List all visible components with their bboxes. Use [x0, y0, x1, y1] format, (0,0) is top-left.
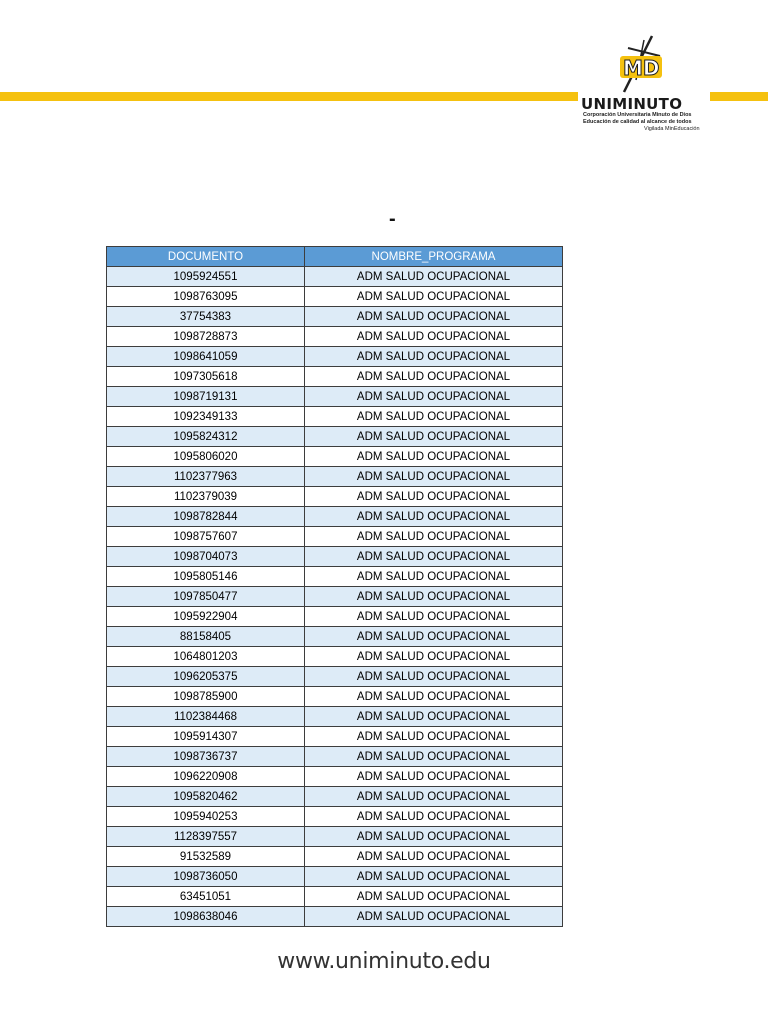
table-row: [107, 527, 563, 547]
cell-nombre-programa: ADM SALUD OCUPACIONAL: [305, 447, 563, 467]
cell-documento: 1098641059: [107, 347, 305, 367]
cell-documento: 1098782844: [107, 507, 305, 527]
cell-documento: 1096205375: [107, 667, 305, 687]
footer-url[interactable]: www.uniminuto.edu: [277, 949, 491, 974]
table-row: [107, 787, 563, 807]
cell-documento: 1097305618: [107, 367, 305, 387]
cell-documento: 1098763095: [107, 287, 305, 307]
cell-documento: 1064801203: [107, 647, 305, 667]
table-row: [107, 507, 563, 527]
cell-nombre-programa: ADM SALUD OCUPACIONAL: [305, 887, 563, 907]
cell-documento: 1095914307: [107, 727, 305, 747]
table-row: [107, 287, 563, 307]
table-row: [107, 707, 563, 727]
table-row: [107, 867, 563, 887]
cell-nombre-programa: ADM SALUD OCUPACIONAL: [305, 467, 563, 487]
cell-nombre-programa: ADM SALUD OCUPACIONAL: [305, 527, 563, 547]
logo-name: UNIMINUTO: [581, 95, 683, 113]
table-row: [107, 607, 563, 627]
table-row: [107, 547, 563, 567]
cell-nombre-programa: ADM SALUD OCUPACIONAL: [305, 747, 563, 767]
table-row: [107, 847, 563, 867]
cell-documento: 1095940253: [107, 807, 305, 827]
cell-nombre-programa: ADM SALUD OCUPACIONAL: [305, 487, 563, 507]
cell-documento: 1098785900: [107, 687, 305, 707]
table-row: [107, 407, 563, 427]
cell-documento: 1095805146: [107, 567, 305, 587]
cell-documento: 1102379039: [107, 487, 305, 507]
cell-documento: 37754383: [107, 307, 305, 327]
cell-nombre-programa: ADM SALUD OCUPACIONAL: [305, 407, 563, 427]
column-header-documento: DOCUMENTO: [107, 247, 305, 267]
table-row: [107, 327, 563, 347]
logo-tagline-3: Vigilada MinEducación: [644, 126, 700, 132]
cell-documento: 1098704073: [107, 547, 305, 567]
cell-nombre-programa: ADM SALUD OCUPACIONAL: [305, 687, 563, 707]
table-body: [107, 267, 563, 927]
cell-documento: 1096220908: [107, 767, 305, 787]
cell-documento: 1095922904: [107, 607, 305, 627]
table-row: [107, 807, 563, 827]
cell-documento: 1102377963: [107, 467, 305, 487]
cell-nombre-programa: ADM SALUD OCUPACIONAL: [305, 327, 563, 347]
cell-nombre-programa: ADM SALUD OCUPACIONAL: [305, 547, 563, 567]
table-row: [107, 687, 563, 707]
table-row: [107, 887, 563, 907]
cell-nombre-programa: ADM SALUD OCUPACIONAL: [305, 267, 563, 287]
table-row: [107, 387, 563, 407]
cell-documento: 1092349133: [107, 407, 305, 427]
cell-nombre-programa: ADM SALUD OCUPACIONAL: [305, 287, 563, 307]
cell-nombre-programa: ADM SALUD OCUPACIONAL: [305, 667, 563, 687]
column-header-nombre-programa: NOMBRE_PROGRAMA: [305, 247, 563, 267]
cell-documento: 1095824312: [107, 427, 305, 447]
cell-documento: 88158405: [107, 627, 305, 647]
svg-text:MD: MD: [623, 56, 660, 80]
cell-nombre-programa: ADM SALUD OCUPACIONAL: [305, 647, 563, 667]
table-row: [107, 827, 563, 847]
cell-documento: 1095924551: [107, 267, 305, 287]
cell-documento: 1095806020: [107, 447, 305, 467]
cell-documento: 1097850477: [107, 587, 305, 607]
md-emblem-icon: [616, 34, 674, 94]
table-row: [107, 467, 563, 487]
cell-documento: 63451051: [107, 887, 305, 907]
cell-nombre-programa: ADM SALUD OCUPACIONAL: [305, 787, 563, 807]
cell-nombre-programa: ADM SALUD OCUPACIONAL: [305, 727, 563, 747]
cell-documento: 91532589: [107, 847, 305, 867]
cell-documento: 1098728873: [107, 327, 305, 347]
uniminuto-logo: [578, 34, 710, 136]
cell-nombre-programa: ADM SALUD OCUPACIONAL: [305, 587, 563, 607]
table-row: [107, 427, 563, 447]
cell-nombre-programa: ADM SALUD OCUPACIONAL: [305, 387, 563, 407]
table-row: [107, 447, 563, 467]
title-dash: -: [389, 208, 396, 230]
table-row: [107, 747, 563, 767]
table-row: [107, 487, 563, 507]
logo-tagline-2: Educación de calidad al alcance de todos: [583, 119, 692, 125]
cell-nombre-programa: ADM SALUD OCUPACIONAL: [305, 307, 563, 327]
table-row: [107, 767, 563, 787]
table-row: [107, 727, 563, 747]
table-row: [107, 267, 563, 287]
cell-nombre-programa: ADM SALUD OCUPACIONAL: [305, 707, 563, 727]
cell-nombre-programa: ADM SALUD OCUPACIONAL: [305, 507, 563, 527]
table-row: [107, 567, 563, 587]
cell-nombre-programa: ADM SALUD OCUPACIONAL: [305, 427, 563, 447]
table-row: [107, 647, 563, 667]
cell-nombre-programa: ADM SALUD OCUPACIONAL: [305, 827, 563, 847]
cell-documento: 1098719131: [107, 387, 305, 407]
cell-nombre-programa: ADM SALUD OCUPACIONAL: [305, 367, 563, 387]
cell-documento: 1128397557: [107, 827, 305, 847]
cell-nombre-programa: ADM SALUD OCUPACIONAL: [305, 807, 563, 827]
table-row: [107, 667, 563, 687]
cell-nombre-programa: ADM SALUD OCUPACIONAL: [305, 627, 563, 647]
table-header-row: [107, 247, 563, 267]
table-row: [107, 587, 563, 607]
cell-documento: 1098736737: [107, 747, 305, 767]
logo-tagline-1: Corporación Universitaria Minuto de Dios: [583, 112, 692, 118]
cell-nombre-programa: ADM SALUD OCUPACIONAL: [305, 567, 563, 587]
cell-nombre-programa: ADM SALUD OCUPACIONAL: [305, 847, 563, 867]
table-row: [107, 347, 563, 367]
cell-nombre-programa: ADM SALUD OCUPACIONAL: [305, 607, 563, 627]
table-row: [107, 307, 563, 327]
table-row: [107, 367, 563, 387]
cell-nombre-programa: ADM SALUD OCUPACIONAL: [305, 347, 563, 367]
program-table: [106, 246, 563, 927]
cell-documento: 1098736050: [107, 867, 305, 887]
cell-nombre-programa: ADM SALUD OCUPACIONAL: [305, 867, 563, 887]
cell-nombre-programa: ADM SALUD OCUPACIONAL: [305, 767, 563, 787]
cell-documento: 1095820462: [107, 787, 305, 807]
cell-documento: 1098757607: [107, 527, 305, 547]
cell-documento: 1102384468: [107, 707, 305, 727]
cell-nombre-programa: ADM SALUD OCUPACIONAL: [305, 907, 563, 927]
cell-documento: 1098638046: [107, 907, 305, 927]
table-row: [107, 907, 563, 927]
table-row: [107, 627, 563, 647]
